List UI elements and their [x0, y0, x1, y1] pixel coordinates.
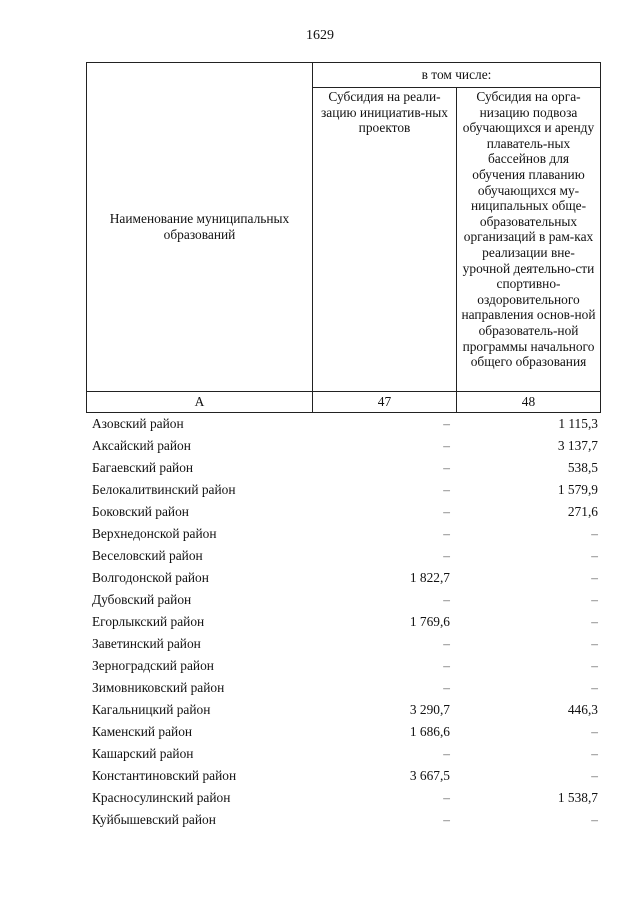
- initiative-subsidy-value: 1 822,7: [409, 570, 450, 585]
- initiative-subsidy-value: –: [443, 438, 450, 453]
- municipality-name: Боковский район: [92, 504, 189, 519]
- initiative-subsidy-value: –: [443, 482, 450, 497]
- index-cell-47: 47: [313, 392, 457, 413]
- municipality-name: Багаевский район: [92, 460, 194, 475]
- table-row: [92, 677, 598, 699]
- table-row: [92, 479, 598, 501]
- municipality-name: Веселовский район: [92, 548, 203, 563]
- initiative-subsidy-value: –: [443, 460, 450, 475]
- municipality-name: Азовский район: [92, 416, 184, 431]
- table-row: [92, 765, 598, 787]
- municipality-name: Белокалитвинский район: [92, 482, 236, 497]
- municipality-name: Верхнедонской район: [92, 526, 217, 541]
- index-cell-48: 48: [457, 392, 601, 413]
- table-row: [92, 501, 598, 523]
- swimming-subsidy-value: –: [591, 614, 598, 629]
- municipality-name: Куйбышевский район: [92, 812, 216, 827]
- table-row: [92, 721, 598, 743]
- swimming-subsidy-value: –: [591, 570, 598, 585]
- table-row: [92, 699, 598, 721]
- swimming-subsidy-value: 1 538,7: [557, 790, 598, 805]
- swimming-subsidy-value: –: [591, 812, 598, 827]
- swimming-subsidy-value: 446,3: [567, 702, 598, 717]
- table-row: [92, 655, 598, 677]
- municipality-name: Кашарский район: [92, 746, 194, 761]
- header-including: в том числе:: [313, 63, 601, 88]
- municipality-name: Константиновский район: [92, 768, 237, 783]
- swimming-subsidy-value: –: [591, 658, 598, 673]
- table-row: [92, 545, 598, 567]
- swimming-subsidy-value: –: [591, 636, 598, 651]
- municipality-name: Егорлыкский район: [92, 614, 205, 629]
- header-swimming-subsidy: [457, 88, 601, 392]
- initiative-subsidy-value: 1 769,6: [409, 614, 450, 629]
- swimming-subsidy-value: –: [591, 526, 598, 541]
- municipality-name: Заветинский район: [92, 636, 201, 651]
- table-header: [86, 62, 601, 413]
- swimming-subsidy-value: –: [591, 724, 598, 739]
- initiative-subsidy-value: –: [443, 504, 450, 519]
- municipality-name: Дубовский район: [92, 592, 192, 607]
- table-row: [92, 523, 598, 545]
- swimming-subsidy-value: –: [591, 680, 598, 695]
- initiative-subsidy-value: –: [443, 636, 450, 651]
- initiative-subsidy-value: 3 290,7: [409, 702, 450, 717]
- initiative-subsidy-value: –: [443, 548, 450, 563]
- table-row: [92, 809, 598, 831]
- header-col1-text: Субсидия на реали-зацию инициатив-ных проектов: [320, 89, 448, 136]
- municipality-name: Кагальницкий район: [92, 702, 211, 717]
- initiative-subsidy-value: 3 667,5: [409, 768, 450, 783]
- swimming-subsidy-value: 538,5: [567, 460, 598, 475]
- swimming-subsidy-value: 271,6: [567, 504, 598, 519]
- table-row: [92, 589, 598, 611]
- initiative-subsidy-value: –: [443, 526, 450, 541]
- swimming-subsidy-value: 3 137,7: [557, 438, 598, 453]
- table-row: [92, 611, 598, 633]
- swimming-subsidy-value: –: [591, 768, 598, 783]
- page-number: 1629: [306, 28, 334, 43]
- header-municipality-name: Наименование муниципальных образований: [87, 63, 313, 392]
- initiative-subsidy-value: –: [443, 746, 450, 761]
- initiative-subsidy-value: –: [443, 658, 450, 673]
- table-row: [92, 633, 598, 655]
- header-col2-text: Субсидия на орга-низацию подвоза обучающихся и аренду плаватель-ных бассейнов для обучения плаванию обучающихся му-ниципальных обще-образовательных организаций в рам-ках реализации вне-урочной деятельно-сти спортивно-оздоровительного направления основ-ной образователь-ной программы начального общего образования: [461, 89, 596, 370]
- table-row: [92, 413, 598, 435]
- table-row: [92, 787, 598, 809]
- table-body: [92, 413, 598, 831]
- table-row: [92, 567, 598, 589]
- table-row: [92, 743, 598, 765]
- municipality-name: Красносулинский район: [92, 790, 231, 805]
- municipality-name: Зимовниковский район: [92, 680, 225, 695]
- municipality-name: Волгодонской район: [92, 570, 209, 585]
- table-row: [92, 435, 598, 457]
- initiative-subsidy-value: –: [443, 790, 450, 805]
- initiative-subsidy-value: –: [443, 416, 450, 431]
- index-cell-a: А: [87, 392, 313, 413]
- municipality-name: Аксайский район: [92, 438, 191, 453]
- swimming-subsidy-value: 1 115,3: [558, 416, 598, 431]
- header-initiative-projects-subsidy: [313, 88, 457, 392]
- municipality-name: Зерноградский район: [92, 658, 214, 673]
- initiative-subsidy-value: –: [443, 812, 450, 827]
- initiative-subsidy-value: 1 686,6: [409, 724, 450, 739]
- swimming-subsidy-value: –: [591, 592, 598, 607]
- initiative-subsidy-value: –: [443, 592, 450, 607]
- municipality-name: Каменский район: [92, 724, 193, 739]
- initiative-subsidy-value: –: [443, 680, 450, 695]
- table-row: [92, 457, 598, 479]
- swimming-subsidy-value: –: [591, 548, 598, 563]
- swimming-subsidy-value: 1 579,9: [557, 482, 598, 497]
- swimming-subsidy-value: –: [591, 746, 598, 761]
